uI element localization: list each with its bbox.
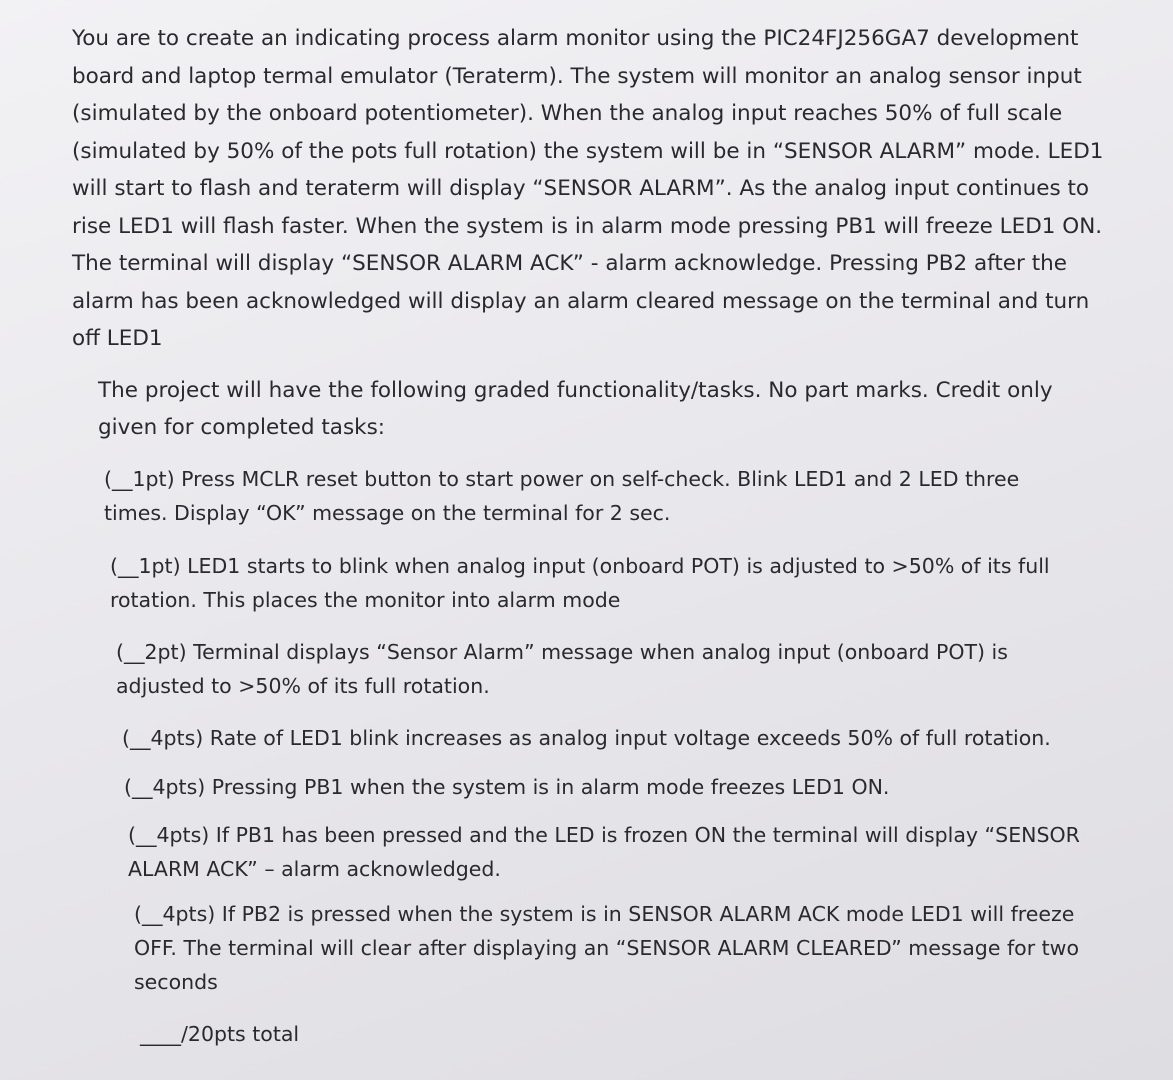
total-score-line: ____/20pts total xyxy=(140,1022,300,1046)
task-item-blink-rate: (__4pts) Rate of LED1 blink increases as analog input voltage exceeds 50% of full rotation. xyxy=(122,726,1051,750)
tasks-heading: The project will have the following graded functionality/tasks. No part marks. Credit only given for completed tasks: xyxy=(98,378,1053,440)
task-item-alarm-ack: (__4pts) If PB1 has been pressed and the LED is frozen ON the terminal will display “SENSOR ALARM ACK” – alarm acknowledged. xyxy=(128,823,1080,881)
intro-paragraph: You are to create an indicating process alarm monitor using the PIC24FJ256GA7 development board and laptop termal emulator (Teraterm). The system will monitor an analog sensor input (simulated by the onboard potentiometer). When the analog input reaches 50% of full scale (simulated by 50% of the pots full rotation) the system will be in “SENSOR ALARM” mode. LED1 will start to flash and teraterm will display “SENSOR ALARM”. As the analog input continues to rise LED1 will flash faster. When the system is in alarm mode pressing PB1 will freeze LED1 ON. The terminal will display “SENSOR ALARM ACK” - alarm acknowledge. Pressing PB2 after the alarm has been acknowledged will display an alarm cleared message on the terminal and turn off LED1 xyxy=(72,26,1104,351)
task-item-terminal-alarm: (__2pt) Terminal displays “Sensor Alarm” message when analog input (onboard POT) is adjusted to >50% of its full rotation. xyxy=(116,640,1008,698)
task-item-power-on-self-check: (__1pt) Press MCLR reset button to start power on self-check. Blink LED1 and 2 LED three times. Display “OK” message on the terminal for 2 sec. xyxy=(104,467,1020,525)
task-item-pb1-freeze: (__4pts) Pressing PB1 when the system is in alarm mode freezes LED1 ON. xyxy=(124,775,890,799)
task-item-led1-blink: (__1pt) LED1 starts to blink when analog input (onboard POT) is adjusted to >50% of its full rotation. This places the monitor into alarm mode xyxy=(110,554,1050,612)
task-item-pb2-clear: (__4pts) If PB2 is pressed when the system is in SENSOR ALARM ACK mode LED1 will freeze OFF. The terminal will clear after displaying an “SENSOR ALARM CLEARED” message for two seconds xyxy=(134,902,1079,994)
